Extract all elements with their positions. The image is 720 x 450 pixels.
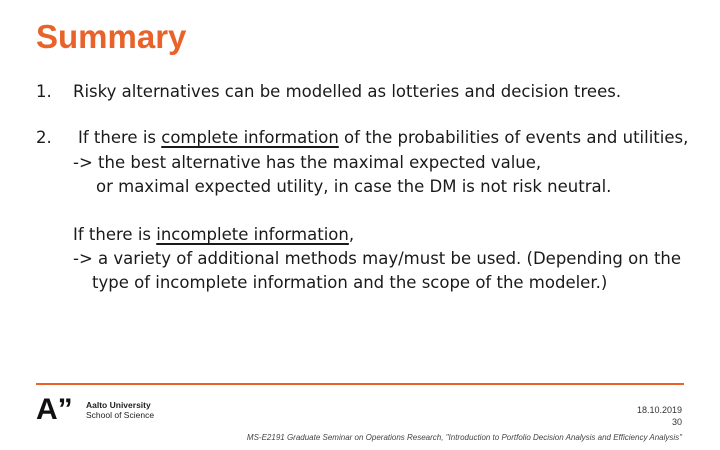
logo-line-1: Aalto University	[86, 400, 151, 410]
footer-divider	[36, 383, 684, 385]
para-text-post: ,	[348, 225, 355, 244]
paragraph-line1	[73, 223, 354, 246]
list-item-1	[36, 80, 52, 103]
paragraph-line3: type of incomplete information and the scope of the modeler.)	[92, 273, 608, 292]
slide-date: 18.10.2019	[636, 405, 682, 415]
underlined-term: complete information	[161, 128, 339, 147]
paragraph-line2: -> a variety of additional methods may/must be used. (Depending on the	[73, 249, 682, 268]
list-item-2-line2: -> the best alternative has the maximal expected value,	[73, 153, 542, 172]
underlined-term: incomplete information	[156, 225, 349, 244]
page-title: Summary	[36, 18, 187, 55]
para-text-pre: If there is	[73, 225, 157, 244]
list-item-2-line3: or maximal expected utility, in case the DM is not risk neutral.	[96, 177, 612, 196]
page-number: 30	[671, 417, 682, 427]
list-item-1-text: Risky alternatives can be modelled as lotteries and decision trees.	[73, 82, 622, 101]
aalto-logo-text	[86, 400, 154, 420]
logo-line-2: School of Science	[86, 410, 155, 420]
item-text-pre: If there is	[78, 128, 162, 147]
list-item-2-line1	[78, 126, 688, 149]
list-item-2-number: 2.	[36, 128, 52, 147]
footer-caption: MS-E2191 Graduate Seminar on Operations Research, "Introduction to Portfolio Decision Analysis and Efficiency Analysis"	[246, 433, 682, 442]
item-text-post: of the probabilities of events and utilities,	[338, 128, 689, 147]
aalto-logo-icon: A”	[36, 393, 73, 426]
item-number: 1.	[36, 82, 52, 101]
date-block	[637, 404, 682, 428]
